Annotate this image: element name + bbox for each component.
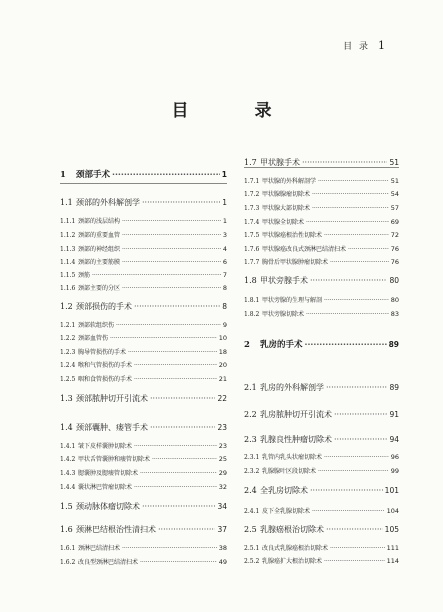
toc-entry-page: 83 <box>390 310 399 318</box>
toc-entry <box>244 543 399 552</box>
toc-leader-dots <box>128 349 217 356</box>
toc-entry-title: 乳房的手术 <box>260 340 303 350</box>
toc-entry-title: 颈部的重要血管 <box>78 232 121 239</box>
toc-entry <box>60 441 227 450</box>
toc-entry-page: 25 <box>218 455 227 463</box>
toc-entry-page: 49 <box>218 558 227 566</box>
toc-entry <box>60 468 227 477</box>
toc-leader-dots <box>134 302 220 311</box>
toc-entry-number: 1.2.1 <box>60 322 76 329</box>
toc-entry-page: 1 <box>222 217 227 225</box>
toc-entry <box>244 275 399 286</box>
toc-entry-page: 69 <box>390 218 399 226</box>
toc-entry-number: 1.1.2 <box>60 232 76 239</box>
toc-entry <box>244 230 399 239</box>
toc-entry-page: 22 <box>217 394 227 403</box>
toc-entry-page: 51 <box>389 158 399 167</box>
toc-entry <box>244 217 399 226</box>
toc-entry <box>60 422 227 433</box>
toc-entry-page: 91 <box>389 410 399 419</box>
toc-entry-number: 1.1.3 <box>60 246 76 253</box>
toc-entry-page: 29 <box>218 469 227 477</box>
toc-entry <box>60 257 227 266</box>
toc-entry-number: 1.7 <box>244 158 257 167</box>
toc-leader-dots <box>134 362 217 369</box>
toc-entry-page: 6 <box>222 258 227 266</box>
toc-entry-number: 1.4 <box>60 423 73 432</box>
toc-entry <box>244 382 399 393</box>
toc-leader-dots <box>152 456 217 463</box>
toc-entry-title: 喉和气管损伤的手术 <box>78 362 133 369</box>
toc-entry <box>60 360 227 369</box>
toc-entry <box>244 295 399 304</box>
toc-entry <box>60 543 227 552</box>
toc-entry-number: 1.6.1 <box>60 545 76 552</box>
toc-entry-page: 34 <box>217 502 227 511</box>
toc-leader-dots <box>142 198 220 207</box>
toc-entry-title: 乳腺癌根治切除术 <box>260 525 324 534</box>
toc-leader-dots <box>305 340 387 350</box>
toc-entry-page: 76 <box>390 258 399 266</box>
toc-entry-page: 76 <box>390 245 399 253</box>
toc-leader-dots <box>326 383 387 392</box>
toc-leader-dots <box>142 502 215 511</box>
toc-leader-dots <box>324 558 385 565</box>
toc-entry-number: 1.4.4 <box>60 484 76 491</box>
toc-entry-title: 颈淋巴结根治性清扫术 <box>76 525 156 534</box>
toc-entry-title: 皱下皮样囊肿切除术 <box>78 443 133 450</box>
toc-leader-dots <box>122 259 221 266</box>
toc-leader-dots <box>306 219 389 226</box>
toc-entry-title: 乳腺腺叶区段切除术 <box>262 468 317 475</box>
toc-leader-dots <box>122 285 221 292</box>
toc-leader-dots <box>150 394 215 403</box>
toc-entry-title: 甲状舌管囊肿和瘘管切除术 <box>78 456 151 463</box>
toc-entry-page: 18 <box>218 348 227 356</box>
toc-leader-dots <box>140 470 217 477</box>
toc-leader-dots <box>134 443 217 450</box>
toc-entry <box>244 466 399 475</box>
toc-entry-title: 甲状腺的外科解剖学 <box>262 178 317 185</box>
toc-entry-number: 2.3.1 <box>244 454 260 461</box>
toc-entry <box>244 452 399 461</box>
toc-entry <box>60 333 227 342</box>
toc-entry-page: 99 <box>390 467 399 475</box>
toc-entry <box>244 176 399 185</box>
toc-entry-title: 改良式乳腺癌根治切除术 <box>262 545 329 552</box>
toc-entry <box>244 257 399 266</box>
toc-entry-page: 105 <box>384 525 399 534</box>
toc-entry-page: 4 <box>222 245 227 253</box>
toc-leader-dots <box>318 468 389 475</box>
toc-entry-number: 1.8.1 <box>244 297 260 304</box>
toc-entry <box>244 189 399 198</box>
toc-entry-number: 1.2 <box>60 302 73 311</box>
toc-leader-dots <box>326 525 383 534</box>
toc-entry-page: 57 <box>390 204 399 212</box>
toc-leader-dots <box>324 297 389 304</box>
toc-entry <box>60 393 227 404</box>
toc-entry <box>60 283 227 292</box>
toc-entry-title: 甲状腺手术 <box>260 158 300 167</box>
toc-entry-title: 甲状腺全切除术 <box>262 219 305 226</box>
toc-entry-number: 1.1.4 <box>60 259 76 266</box>
toc-entry-page: 80 <box>389 276 399 285</box>
toc-entry-number: 1.2.5 <box>60 376 76 383</box>
toc-entry <box>244 409 399 420</box>
toc-leader-dots <box>92 272 221 279</box>
toc-entry-title: 囊状淋巴管瘤切除术 <box>78 484 133 491</box>
toc-entry-page: 21 <box>218 375 227 383</box>
toc-leader-dots <box>324 232 389 239</box>
toc-entry-number: 1.2.2 <box>60 335 76 342</box>
toc-entry-number: 2.3 <box>244 435 257 444</box>
running-head-label: 目 录 <box>343 42 370 52</box>
toc-entry <box>244 203 399 212</box>
toc-entry-number: 1.6.2 <box>60 559 76 566</box>
toc-entry-page: 38 <box>218 544 227 552</box>
toc-leader-dots <box>122 545 217 552</box>
toc-entry <box>244 485 399 496</box>
toc-entry-title: 甲状腺癌根治性切除术 <box>262 232 323 239</box>
toc-entry-title: 乳管内乳头状瘤切除术 <box>262 454 323 461</box>
toc-entry <box>60 301 227 312</box>
toc-leader-dots <box>318 178 389 185</box>
toc-entry-title: 甲状腺大部切除术 <box>262 205 311 212</box>
toc-entry-number: 2.4.1 <box>244 508 260 515</box>
toc-entry-page: 94 <box>389 435 399 444</box>
toc-leader-dots <box>310 276 387 285</box>
running-head-page-number: 1 <box>378 39 385 52</box>
toc-entry <box>60 320 227 329</box>
toc-leader-dots <box>310 486 383 495</box>
toc-entry-title: 颈部损伤的手术 <box>76 302 132 311</box>
toc-entry-title: 乳腺良性肿瘤切除术 <box>260 435 332 444</box>
divider <box>60 183 227 184</box>
toc-leader-dots <box>334 435 387 444</box>
toc-entry-number: 1.1.5 <box>60 272 76 279</box>
toc-entry-number: 2.2 <box>244 410 257 419</box>
toc-entry <box>244 434 399 445</box>
toc-leader-dots <box>324 454 389 461</box>
toc-entry <box>244 309 399 318</box>
toc-entry-page: 104 <box>386 507 399 515</box>
toc-entry-title: 颈动脉体瘤切除术 <box>76 502 140 511</box>
toc-entry-title: 胸导管损伤的手术 <box>78 349 127 356</box>
toc-entry <box>60 197 227 208</box>
toc-entry-page: 72 <box>390 231 399 239</box>
toc-entry-page: 51 <box>390 177 399 185</box>
toc-leader-dots <box>312 205 389 212</box>
toc-entry-title: 改良型颈淋巴结清扫术 <box>78 559 139 566</box>
toc-leader-dots <box>112 170 220 180</box>
toc-entry-page: 54 <box>390 190 399 198</box>
toc-entry-page: 1 <box>222 198 227 207</box>
toc-entry-page: 3 <box>222 231 227 239</box>
toc-entry <box>244 244 399 253</box>
toc-leader-dots <box>140 559 217 566</box>
toc-entry-title: 颈淋巴结清扫术 <box>78 545 121 552</box>
toc-entry-title: 颈部的浅层结构 <box>78 218 121 225</box>
toc-entry-page: 20 <box>218 361 227 369</box>
toc-entry <box>244 524 399 535</box>
toc-entry-page: 96 <box>390 453 399 461</box>
toc-entry-title: 甲状旁腺的生理与解剖 <box>262 297 323 304</box>
toc-entry <box>244 506 399 515</box>
toc-entry-page: 8 <box>222 284 227 292</box>
toc-entry-number: 1.7.6 <box>244 246 260 253</box>
toc-entry <box>60 347 227 356</box>
toc-entry-page: 111 <box>386 544 399 552</box>
toc-entry <box>244 556 399 565</box>
toc-entry-title: 全乳房切除术 <box>260 486 308 495</box>
toc-entry <box>60 454 227 463</box>
toc-entry-page: 114 <box>386 557 399 565</box>
toc-leader-dots <box>134 484 217 491</box>
toc-entry-title: 颈部的神经组织 <box>78 246 121 253</box>
toc-entry-number: 1.7.1 <box>244 178 260 185</box>
toc-entry-page: 89 <box>388 340 399 349</box>
toc-leader-dots <box>330 259 389 266</box>
toc-entry <box>60 270 227 279</box>
toc-entry-title: 甲状旁腺手术 <box>260 276 308 285</box>
toc-entry-title: 甲状旁腺切除术 <box>262 311 305 318</box>
toc-entry-number: 1.7.3 <box>244 205 260 212</box>
toc-entry-title: 颈部血管伤 <box>78 335 109 342</box>
toc-entry-page: 37 <box>217 525 227 534</box>
toc-leader-dots <box>306 311 389 318</box>
toc-entry <box>60 374 227 383</box>
toc-entry-number: 1.8 <box>244 276 257 285</box>
toc-entry <box>60 557 227 566</box>
toc-entry-title: 甲状腺癌改良式颈淋巴结清扫术 <box>262 246 347 253</box>
toc-entry-number: 1.1.6 <box>60 285 76 292</box>
toc-entry-title: 颈部的外科解剖学 <box>76 198 140 207</box>
toc-leader-dots <box>122 246 221 253</box>
toc-entry-number: 1 <box>60 170 66 180</box>
toc-entry-page: 7 <box>222 271 227 279</box>
toc-leader-dots <box>158 525 215 534</box>
toc-leader-dots <box>334 410 387 419</box>
toc-entry-number: 1.1 <box>60 198 73 207</box>
toc-entry-title: 颈部软组织伤 <box>78 322 115 329</box>
toc-entry <box>60 230 227 239</box>
toc-entry-page: 101 <box>384 486 399 495</box>
toc-entry-number: 1.2.4 <box>60 362 76 369</box>
toc-entry-page: 32 <box>218 483 227 491</box>
toc-entry <box>60 501 227 512</box>
toc-entry-number: 1.3 <box>60 394 73 403</box>
toc-entry-number: 2.5 <box>244 525 257 534</box>
toc-entry-title: 颈部手术 <box>76 170 111 180</box>
toc-entry-number: 1.7.4 <box>244 219 260 226</box>
toc-entry-number: 2.5.1 <box>244 545 260 552</box>
toc-entry-page: 8 <box>222 302 227 311</box>
toc-leader-dots <box>122 218 221 225</box>
toc-entry-title: 皮下全乳腺切除术 <box>262 508 311 515</box>
toc-entry-title: 颈筋 <box>78 272 91 279</box>
toc-entry <box>60 168 227 180</box>
toc-entry-number: 1.4.2 <box>60 456 76 463</box>
toc-leader-dots <box>330 545 385 552</box>
toc-entry-number: 1.7.2 <box>244 191 260 198</box>
toc-entry-number: 1.7.7 <box>244 259 260 266</box>
toc-entry-number: 2.4 <box>244 486 257 495</box>
toc-entry-number: 2 <box>244 340 250 350</box>
toc-leader-dots <box>116 322 221 329</box>
toc-entry-number: 1.7.5 <box>244 232 260 239</box>
toc-entry-title: 乳房脓肿切开引流术 <box>260 410 332 419</box>
toc-leader-dots <box>348 246 389 253</box>
toc-entry-number: 1.1.1 <box>60 218 76 225</box>
toc-entry-page: 23 <box>218 442 227 450</box>
toc-entry-page: 9 <box>222 321 227 329</box>
toc-entry <box>60 482 227 491</box>
divider <box>244 167 399 168</box>
toc-entry-title: 颈部脓肿切开引流术 <box>76 394 148 403</box>
toc-entry-title: 颈部囊肿、瘘管手术 <box>76 423 148 432</box>
toc-entry-number: 2.3.2 <box>244 468 260 475</box>
toc-leader-dots <box>150 423 215 432</box>
toc-entry-title: 胸骨后甲状腺肿瘤切除术 <box>262 259 329 266</box>
toc-entry-number: 2.5.2 <box>244 558 260 565</box>
toc-entry-title: 乳房的外科解剖学 <box>260 383 324 392</box>
toc-entry-number: 1.2.3 <box>60 349 76 356</box>
toc-entry-title: 颈部的主要筋膜 <box>78 259 121 266</box>
toc-entry <box>244 338 399 350</box>
toc-entry <box>60 524 227 535</box>
toc-entry-number: 1.4.3 <box>60 470 76 477</box>
toc-entry-title: 腮囊肿及腮瘘管切除术 <box>78 470 139 477</box>
toc-entry-page: 1 <box>221 170 227 179</box>
toc-entry-page: 80 <box>390 296 399 304</box>
toc-leader-dots <box>302 158 387 167</box>
toc-entry-title: 甲状腺腺瘤切除术 <box>262 191 311 198</box>
toc-entry-number: 2.1 <box>244 383 257 392</box>
toc-entry <box>60 216 227 225</box>
toc-leader-dots <box>110 335 217 342</box>
toc-entry-number: 1.5 <box>60 502 73 511</box>
page-title: 目 录 <box>171 101 302 121</box>
toc-leader-dots <box>122 232 221 239</box>
toc-entry-page: 89 <box>389 383 399 392</box>
toc-entry-title: 乳腺癌扩大根治切除术 <box>262 558 323 565</box>
toc-entry-number: 1.8.2 <box>244 311 260 318</box>
toc-entry-title: 咽和食管损伤的手术 <box>78 376 133 383</box>
running-head <box>343 39 385 52</box>
toc-entry-page: 10 <box>218 334 227 342</box>
toc-leader-dots <box>312 508 385 515</box>
toc-entry-number: 1.4.1 <box>60 443 76 450</box>
toc-entry-number: 1.6 <box>60 525 73 534</box>
toc-leader-dots <box>134 376 217 383</box>
toc-entry-title: 颈部主要的分区 <box>78 285 121 292</box>
toc-leader-dots <box>312 191 389 198</box>
toc-entry-page: 23 <box>217 423 227 432</box>
toc-entry <box>60 244 227 253</box>
